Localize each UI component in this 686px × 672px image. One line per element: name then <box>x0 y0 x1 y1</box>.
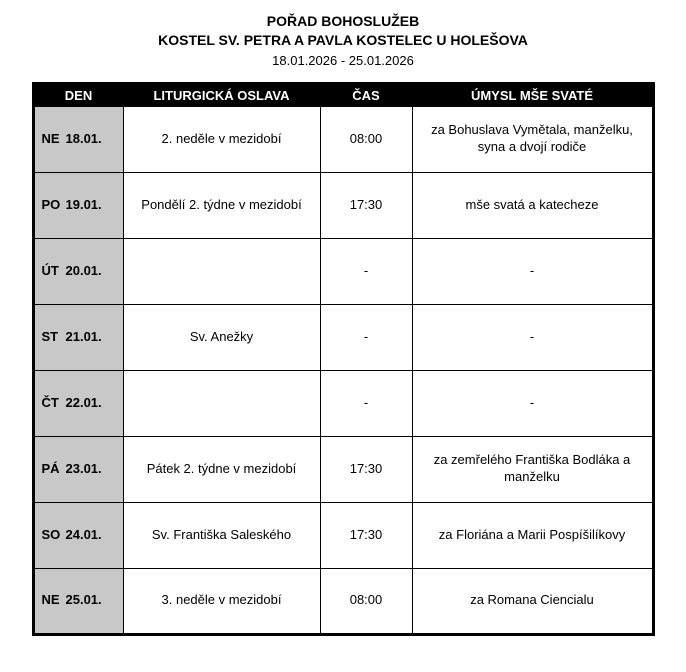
time-cell: 08:00 <box>320 568 412 634</box>
page-subtitle: KOSTEL SV. PETRA A PAVLA KOSTELEC U HOLEŠOVA <box>158 31 528 48</box>
day-abbreviation: ST <box>41 328 59 344</box>
celebration-cell <box>123 370 320 436</box>
celebration-cell: Sv. Františka Saleského <box>123 502 320 568</box>
day-cell <box>33 436 123 502</box>
intention-cell: mše svatá a katecheze <box>412 172 653 238</box>
time-cell: 17:30 <box>320 172 412 238</box>
day-abbreviation: NE <box>41 592 60 608</box>
time-cell: - <box>320 304 412 370</box>
day-abbreviation: PO <box>41 196 61 212</box>
day-abbreviation: ÚT <box>41 262 59 278</box>
schedule-body <box>33 106 653 634</box>
day-date: 19.01. <box>65 196 102 212</box>
day-date: 20.01. <box>65 262 102 278</box>
document-header <box>0 12 686 68</box>
time-cell: - <box>320 238 412 304</box>
table-row <box>33 370 653 436</box>
table-row <box>33 568 653 634</box>
intention-cell: - <box>412 370 653 436</box>
column-header-intention: ÚMYSL MŠE SVATÉ <box>412 83 653 106</box>
table-row <box>33 106 653 172</box>
day-cell <box>33 568 123 634</box>
time-cell: 08:00 <box>320 106 412 172</box>
table-row <box>33 238 653 304</box>
intention-cell: - <box>412 304 653 370</box>
day-cell <box>33 304 123 370</box>
day-abbreviation: NE <box>41 130 60 146</box>
celebration-cell: Sv. Anežky <box>123 304 320 370</box>
celebration-cell: 3. neděle v mezidobí <box>123 568 320 634</box>
intention-cell: za Bohuslava Vymětala, manželku, syna a dvojí rodiče <box>412 106 653 172</box>
day-date: 24.01. <box>65 526 102 542</box>
day-cell <box>33 370 123 436</box>
day-abbreviation: SO <box>41 526 61 542</box>
day-date: 21.01. <box>65 328 102 344</box>
day-abbreviation: PÁ <box>41 460 60 476</box>
column-header-time: ČAS <box>320 83 412 106</box>
day-abbreviation: ČT <box>41 394 59 410</box>
column-header-day: DEN <box>33 83 123 106</box>
table-row <box>33 304 653 370</box>
table-row <box>33 172 653 238</box>
time-cell: 17:30 <box>320 436 412 502</box>
day-date: 18.01. <box>65 130 102 146</box>
day-date: 22.01. <box>65 394 102 410</box>
day-date: 23.01. <box>65 460 102 476</box>
table-header-row <box>33 83 653 106</box>
schedule-table <box>32 82 655 636</box>
celebration-cell: Pondělí 2. týdne v mezidobí <box>123 172 320 238</box>
time-cell: - <box>320 370 412 436</box>
day-cell <box>33 238 123 304</box>
celebration-cell: 2. neděle v mezidobí <box>123 106 320 172</box>
column-header-celebration: LITURGICKÁ OSLAVA <box>123 83 320 106</box>
table-row <box>33 436 653 502</box>
intention-cell: za Floriána a Marii Pospíšilíkovy <box>412 502 653 568</box>
day-cell <box>33 106 123 172</box>
date-range: 18.01.2026 - 25.01.2026 <box>272 52 414 68</box>
day-cell <box>33 502 123 568</box>
time-cell: 17:30 <box>320 502 412 568</box>
day-cell <box>33 172 123 238</box>
celebration-cell: Pátek 2. týdne v mezidobí <box>123 436 320 502</box>
intention-cell: za Romana Ciencialu <box>412 568 653 634</box>
celebration-cell <box>123 238 320 304</box>
table-row <box>33 502 653 568</box>
day-date: 25.01. <box>65 592 102 608</box>
page-title: POŘAD BOHOSLUŽEB <box>266 13 420 29</box>
intention-cell: - <box>412 238 653 304</box>
intention-cell: za zemřelého Františka Bodláka a manželku <box>412 436 653 502</box>
